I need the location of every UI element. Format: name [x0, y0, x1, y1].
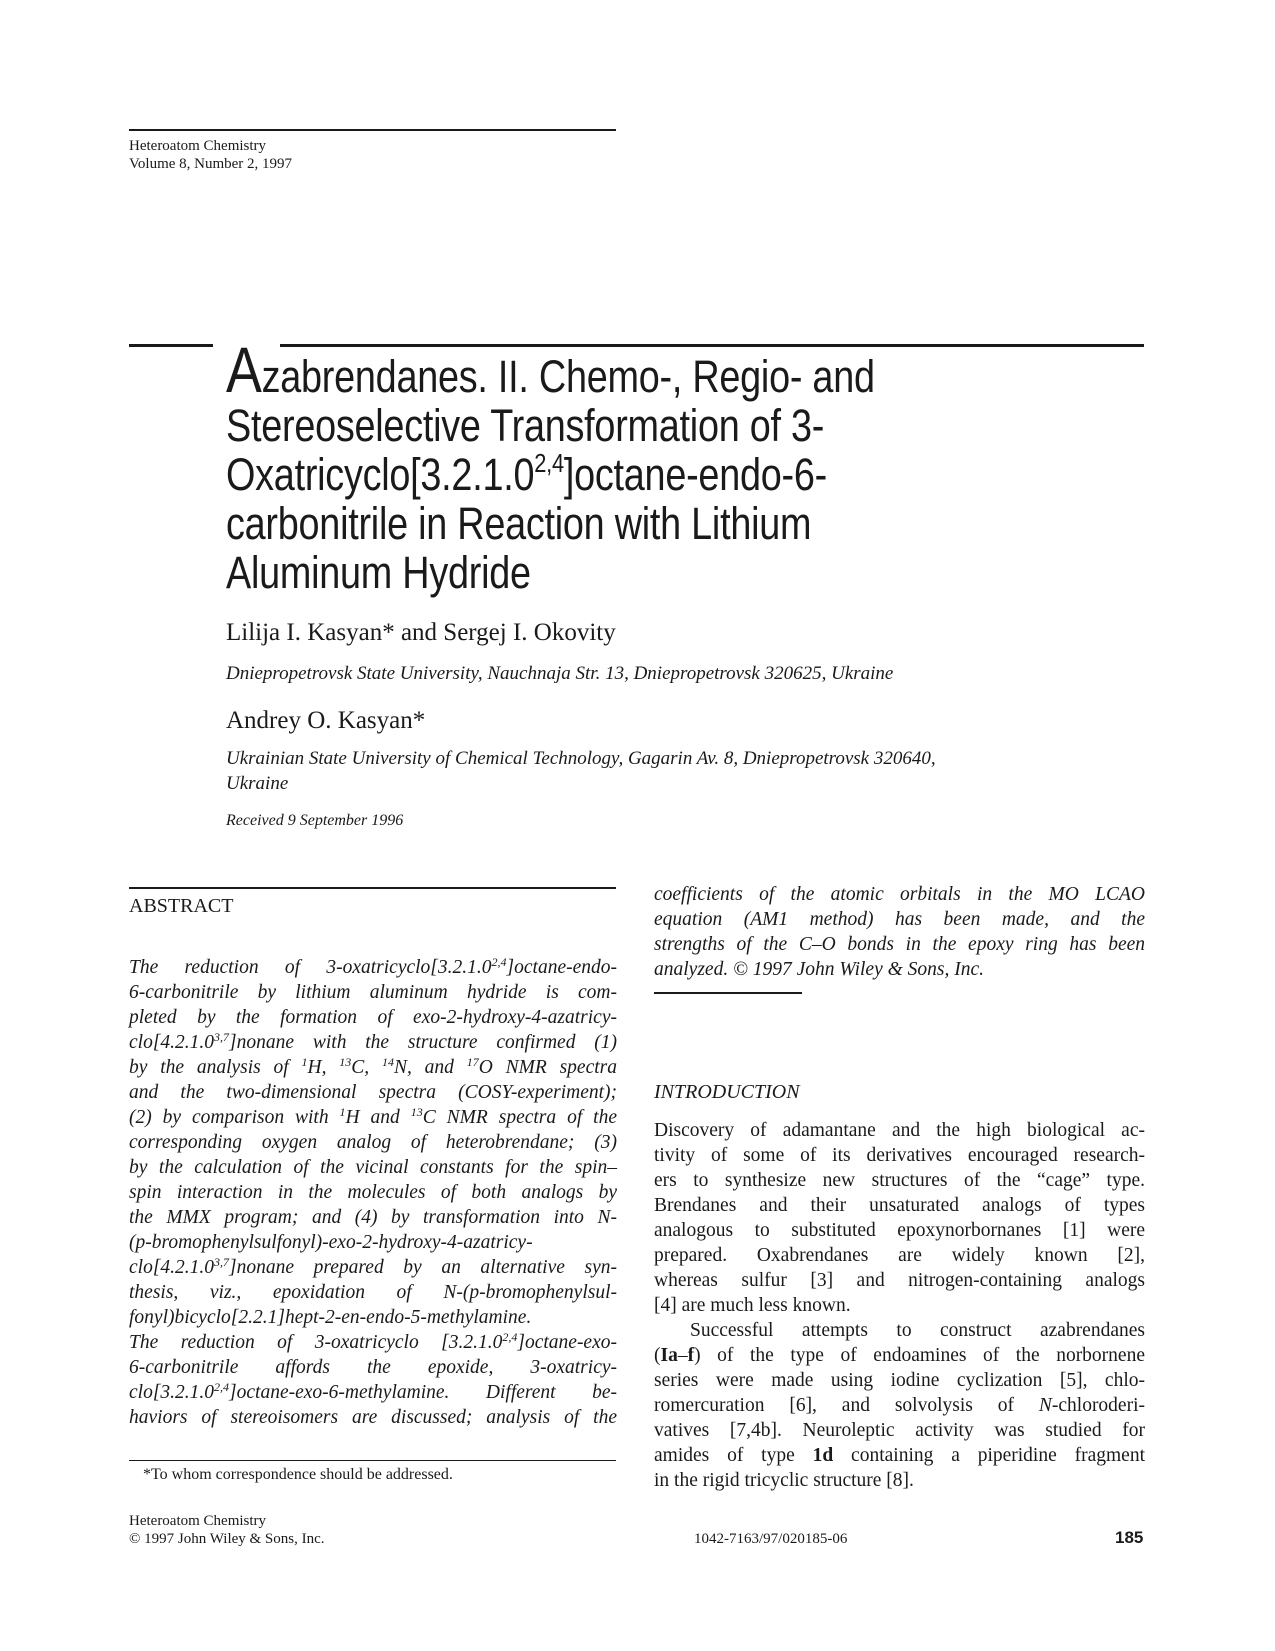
abstract-line: The reduction of 3-oxatricyclo[3.2.1.0$^{2,4}$]octane-endo- [129, 955, 617, 978]
introduction-line: amides of type 1d containing a piperidine fragment [654, 1445, 1145, 1466]
footnote-rule [129, 1460, 616, 1461]
introduction-body [654, 1118, 1145, 1493]
volume-info: Volume 8, Number 2, 1997 [129, 156, 293, 172]
abstract-line: strengths of the C–O bonds in the epoxy ring has been [654, 934, 1145, 955]
abstract-line: The reduction of 3-oxatricyclo [3.2.1.0$^{2,4}$]octane-exo- [129, 1330, 617, 1353]
introduction-line: ers to synthesize new structures of the “cage” type. [654, 1170, 1145, 1191]
affiliation-2: Ukrainian State University of Chemical Technology, Gagarin Av. 8, Dniepropetrovsk 320640, Ukraine [226, 748, 936, 794]
abstract-body [129, 955, 617, 1430]
title-line-4: carbonitrile in Reaction with Lithium [226, 498, 812, 549]
received-date: Received 9 September 1996 [226, 812, 404, 829]
abstract-line: 6-carbonitrile by lithium aluminum hydride is com- [129, 982, 617, 1003]
abstract-line: equation (AM1 method) has been made, and the [654, 909, 1145, 930]
abstract-line: spin interaction in the molecules of both analogs by [129, 1182, 617, 1203]
abstract-line: the MMX program; and (4) by transformation into N- [129, 1207, 617, 1228]
introduction-paragraph-1 [654, 1118, 1145, 1318]
abstract-line: by the calculation of the vicinal constants for the spin– [129, 1157, 617, 1178]
abstract-line: coefficients of the atomic orbitals in the MO LCAO [654, 884, 1145, 905]
title-dropcap: A [226, 334, 262, 406]
abstract-line: fonyl)bicyclo[2.2.1]hept-2-en-endo-5-methylamine. [129, 1307, 532, 1328]
abstract-heading: ABSTRACT [129, 895, 234, 917]
introduction-line: prepared. Oxabrendanes are widely known [2], [654, 1245, 1145, 1266]
abstract-rule [129, 887, 616, 889]
title-line-3: Oxatricyclo[3.2.1.0$^{2,4}$]octane-endo-6- [226, 448, 827, 500]
author-group-1: Lilija I. Kasyan* and Sergej I. Okovity [226, 619, 616, 646]
footer-copyright: © 1997 John Wiley & Sons, Inc. [129, 1531, 325, 1547]
abstract-line: thesis, viz., epoxidation of N-(p-bromophenylsul- [129, 1282, 617, 1303]
introduction-paragraph-2 [654, 1318, 1145, 1493]
abstract-line: clo[4.2.1.0$^{3,7}$]nonane prepared by an alternative syn- [129, 1255, 617, 1278]
abstract-line: 6-carbonitrile affords the epoxide, 3-oxatricy- [129, 1357, 617, 1378]
footnote: *To whom correspondence should be addressed. [143, 1466, 453, 1483]
title-line-1: Azabrendanes. II. Chemo-, Regio- and [226, 334, 875, 406]
running-header [129, 137, 292, 173]
footer-code: 1042-7163/97/020185-06 [694, 1531, 848, 1547]
introduction-line: vatives [7,4b]. Neuroleptic activity was studied for [654, 1420, 1145, 1441]
abstract-line: pleted by the formation of exo-2-hydroxy-4-azatricy- [129, 1007, 617, 1028]
introduction-line: romercuration [6], and solvolysis of N-chloroderi- [654, 1395, 1145, 1416]
abstract-end-rule [654, 992, 802, 994]
introduction-line: in the rigid tricyclic structure [8]. [654, 1470, 914, 1491]
introduction-line: analogous to substituted epoxynorbornanes [1] were [654, 1220, 1145, 1241]
abstract-line: by the analysis of $^1$H, $^{13}$C, $^{14}$N, and $^{17}$O NMR spectra [129, 1055, 617, 1078]
title-rule-left [129, 344, 213, 347]
author-group-2: Andrey O. Kasyan* [226, 707, 426, 734]
footer-left [129, 1512, 325, 1548]
article-title [226, 334, 982, 598]
footer-journal: Heteroatom Chemistry [129, 1513, 267, 1529]
abstract-continued [654, 882, 1145, 982]
title-line-2: Stereoselective Transformation of 3- [226, 400, 825, 451]
abstract-line: clo[3.2.1.0$^{2,4}$]octane-exo-6-methylamine. Different be- [129, 1380, 617, 1403]
introduction-heading: INTRODUCTION [654, 1081, 800, 1103]
header-rule [129, 129, 616, 131]
title-line-5: Aluminum Hydride [226, 547, 531, 598]
introduction-line: (Ia–f) of the type of endoamines of the norbornene [654, 1345, 1145, 1366]
abstract-line: analyzed. © 1997 John Wiley & Sons, Inc. [654, 959, 985, 980]
introduction-line: Discovery of adamantane and the high biological ac- [654, 1120, 1145, 1141]
introduction-line: whereas sulfur [3] and nitrogen-containing analogs [654, 1270, 1145, 1291]
introduction-line: Successful attempts to construct azabrendanes [690, 1320, 1145, 1341]
journal-name: Heteroatom Chemistry [129, 138, 267, 154]
abstract-line: and the two-dimensional spectra (COSY-experiment); [129, 1082, 617, 1103]
introduction-line: Brendanes and their unsaturated analogs of types [654, 1195, 1145, 1216]
abstract-line: corresponding oxygen analog of heterobrendane; (3) [129, 1132, 617, 1153]
abstract-line: (p-bromophenylsulfonyl)-exo-2-hydroxy-4-azatricy- [129, 1232, 533, 1253]
abstract-line: haviors of stereoisomers are discussed; analysis of the [129, 1407, 617, 1428]
page-number: 185 [1115, 1528, 1144, 1547]
abstract-line: clo[4.2.1.0$^{3,7}$]nonane with the structure confirmed (1) [129, 1030, 617, 1053]
introduction-line: tivity of some of its derivatives encouraged research- [654, 1145, 1145, 1166]
introduction-line: [4] are much less known. [654, 1295, 851, 1316]
affiliation-1: Dniepropetrovsk State University, Nauchnaja Str. 13, Dniepropetrovsk 320625, Ukraine [226, 663, 894, 684]
abstract-line: (2) by comparison with $^1$H and $^{13}$C NMR spectra of the [129, 1105, 617, 1128]
introduction-line: series were made using iodine cyclization [5], chlo- [654, 1370, 1145, 1391]
